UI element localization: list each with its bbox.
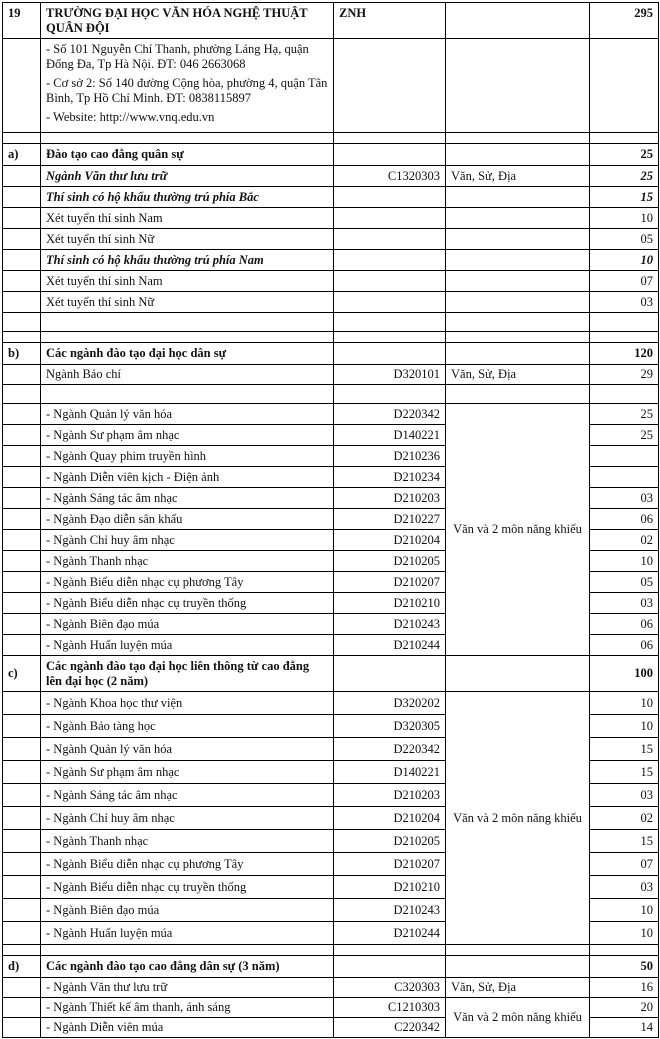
- major-quota: 25: [590, 404, 659, 425]
- empty-cell: [446, 292, 590, 313]
- empty-cell: [41, 313, 334, 332]
- empty-cell: [446, 945, 590, 956]
- school-header-row: [3, 3, 659, 39]
- major-quota: 03: [590, 784, 659, 807]
- empty-cell: [3, 876, 41, 899]
- major-code: D140221: [334, 425, 446, 446]
- major-row: [3, 404, 659, 425]
- row-quota: 05: [590, 229, 659, 250]
- major-code: D210204: [334, 530, 446, 551]
- section-label: b): [3, 343, 41, 365]
- empty-cell: [334, 313, 446, 332]
- major-name: - Ngành Biểu diễn nhạc cụ phương Tây: [41, 572, 334, 593]
- empty-cell: [334, 144, 446, 166]
- major-name: - Ngành Bảo tàng học: [41, 715, 334, 738]
- major-code: D210204: [334, 807, 446, 830]
- major-quota: 06: [590, 635, 659, 656]
- section-total: 120: [590, 343, 659, 365]
- admissions-table: [2, 2, 659, 1038]
- major-name: - Ngành Thanh nhạc: [41, 551, 334, 572]
- major-quota: 10: [590, 692, 659, 715]
- major-quota: [590, 446, 659, 467]
- empty-cell: [41, 385, 334, 404]
- empty-cell: [3, 998, 41, 1018]
- row-label: Xét tuyển thí sinh Nữ: [41, 292, 334, 313]
- empty-cell: [3, 271, 41, 292]
- major-code: D320305: [334, 715, 446, 738]
- major-code: D210210: [334, 876, 446, 899]
- major-name: - Ngành Huấn luyện múa: [41, 922, 334, 945]
- major-code: D220342: [334, 404, 446, 425]
- major-quota: 02: [590, 530, 659, 551]
- major-name: - Ngành Quản lý văn hóa: [41, 404, 334, 425]
- school-info: [41, 39, 334, 133]
- row-label: Xét tuyển thí sinh Nữ: [41, 229, 334, 250]
- empty-cell: [3, 229, 41, 250]
- empty-cell: [590, 133, 659, 144]
- major-name: Ngành Báo chí: [41, 365, 334, 385]
- major-code: D210227: [334, 509, 446, 530]
- section-label: d): [3, 956, 41, 978]
- empty-cell: [334, 208, 446, 229]
- school-total: 295: [590, 3, 659, 39]
- empty-cell: [3, 853, 41, 876]
- school-name: TRƯỜNG ĐẠI HỌC VĂN HÓA NGHỆ THUẬT QUÂN ĐỘI: [41, 3, 334, 39]
- major-quota: 25: [590, 166, 659, 187]
- empty-row: [3, 385, 659, 404]
- section-title: Các ngành đào tạo đại học dân sự: [41, 343, 334, 365]
- major-name: - Ngành Văn thư lưu trữ: [41, 978, 334, 998]
- south-female-row: [3, 292, 659, 313]
- empty-cell: [446, 313, 590, 332]
- empty-cell: [3, 715, 41, 738]
- major-quota: 06: [590, 614, 659, 635]
- row-label: Xét tuyển thí sinh Nam: [41, 271, 334, 292]
- empty-cell: [3, 187, 41, 208]
- section-row: [3, 343, 659, 365]
- major-code: D210207: [334, 572, 446, 593]
- major-name: - Ngành Thanh nhạc: [41, 830, 334, 853]
- major-row: [3, 166, 659, 187]
- major-name: - Ngành Sư phạm âm nhạc: [41, 425, 334, 446]
- school-number: 19: [3, 3, 41, 39]
- section-title: Các ngành đào tạo đại học liên thông từ cao đẳng lên đại học (2 năm): [41, 656, 334, 692]
- major-quota: 15: [590, 830, 659, 853]
- empty-cell: [3, 446, 41, 467]
- section-total: 25: [590, 144, 659, 166]
- row-label: Thí sinh có hộ khẩu thường trú phía Bắc: [41, 187, 334, 208]
- empty-cell: [446, 187, 590, 208]
- empty-cell: [334, 271, 446, 292]
- major-name: - Ngành Biểu diễn nhạc cụ truyền thống: [41, 593, 334, 614]
- major-name: - Ngành Biên đạo múa: [41, 614, 334, 635]
- empty-cell: [3, 166, 41, 187]
- major-row: [3, 978, 659, 998]
- major-code: D210234: [334, 467, 446, 488]
- empty-cell: [446, 332, 590, 343]
- empty-cell: [446, 133, 590, 144]
- major-subjects: Văn, Sử, Địa: [446, 365, 590, 385]
- major-name: - Ngành Sáng tác âm nhạc: [41, 488, 334, 509]
- empty-cell: [3, 551, 41, 572]
- empty-cell: [3, 509, 41, 530]
- row-quota: 03: [590, 292, 659, 313]
- major-code: D210203: [334, 488, 446, 509]
- empty-cell: [334, 187, 446, 208]
- empty-cell: [3, 133, 41, 144]
- empty-cell: [3, 945, 41, 956]
- empty-cell: [3, 761, 41, 784]
- north-group-row: [3, 187, 659, 208]
- empty-cell: [3, 784, 41, 807]
- major-code: D210244: [334, 922, 446, 945]
- major-code: D220342: [334, 738, 446, 761]
- section-row: [3, 144, 659, 166]
- north-female-row: [3, 229, 659, 250]
- empty-cell: [446, 271, 590, 292]
- major-subjects: Văn, Sử, Địa: [446, 978, 590, 998]
- empty-cell: [3, 692, 41, 715]
- major-code: D210207: [334, 853, 446, 876]
- website: - Website: http://www.vnq.edu.vn: [46, 110, 215, 124]
- empty-cell: [3, 530, 41, 551]
- major-quota: 03: [590, 488, 659, 509]
- major-code: D210203: [334, 784, 446, 807]
- major-name: - Ngành Đạo diễn sân khấu: [41, 509, 334, 530]
- major-code: D210236: [334, 446, 446, 467]
- major-code: D210210: [334, 593, 446, 614]
- major-name: - Ngành Sư phạm âm nhạc: [41, 761, 334, 784]
- subjects-group: Văn và 2 môn năng khiếu: [446, 404, 590, 656]
- major-code: D210205: [334, 551, 446, 572]
- empty-cell: [3, 635, 41, 656]
- section-title: Các ngành đào tạo cao đẳng dân sự (3 năm): [41, 956, 334, 978]
- section-title: Đào tạo cao đẳng quân sự: [41, 144, 334, 166]
- major-name: - Ngành Biểu diễn nhạc cụ phương Tây: [41, 853, 334, 876]
- empty-cell: [446, 956, 590, 978]
- empty-cell: [3, 488, 41, 509]
- empty-cell: [334, 332, 446, 343]
- major-code: C1320303: [334, 166, 446, 187]
- school-code: ZNH: [334, 3, 446, 39]
- empty-cell: [590, 945, 659, 956]
- major-quota: 16: [590, 978, 659, 998]
- major-code: C1210303: [334, 998, 446, 1018]
- south-group-row: [3, 250, 659, 271]
- major-name: - Ngành Biểu diễn nhạc cụ truyền thống: [41, 876, 334, 899]
- row-quota: 10: [590, 208, 659, 229]
- major-name: - Ngành Biên đạo múa: [41, 899, 334, 922]
- empty-cell: [3, 250, 41, 271]
- empty-cell: [446, 229, 590, 250]
- empty-cell: [3, 332, 41, 343]
- empty-cell: [446, 144, 590, 166]
- empty-cell: [334, 656, 446, 692]
- empty-row: [3, 313, 659, 332]
- row-label: Thí sinh có hộ khẩu thường trú phía Nam: [41, 250, 334, 271]
- empty-cell: [3, 365, 41, 385]
- empty-cell: [3, 614, 41, 635]
- empty-cell: [446, 343, 590, 365]
- subjects-group: Văn và 2 môn năng khiếu: [446, 692, 590, 945]
- major-name: - Ngành Chỉ huy âm nhạc: [41, 807, 334, 830]
- major-name: - Ngành Quản lý văn hóa: [41, 738, 334, 761]
- section-label: c): [3, 656, 41, 692]
- empty-cell: [3, 404, 41, 425]
- major-quota: 25: [590, 425, 659, 446]
- major-quota: 02: [590, 807, 659, 830]
- major-code: D210243: [334, 614, 446, 635]
- row-label: Xét tuyển thí sinh Nam: [41, 208, 334, 229]
- empty-cell: [334, 292, 446, 313]
- major-quota: 03: [590, 876, 659, 899]
- north-male-row: [3, 208, 659, 229]
- empty-cell: [3, 572, 41, 593]
- section-total: 100: [590, 656, 659, 692]
- empty-cell: [334, 229, 446, 250]
- major-name: - Ngành Sáng tác âm nhạc: [41, 784, 334, 807]
- major-quota: 10: [590, 551, 659, 572]
- empty-cell: [334, 343, 446, 365]
- major-code: C220342: [334, 1018, 446, 1038]
- empty-cell: [3, 467, 41, 488]
- empty-cell: [446, 385, 590, 404]
- empty-cell: [334, 945, 446, 956]
- empty-cell: [3, 593, 41, 614]
- major-quota: 29: [590, 365, 659, 385]
- empty-cell: [3, 978, 41, 998]
- school-info-row: [3, 39, 659, 133]
- address-campus-2: - Cơ sở 2: Số 140 đường Cộng hòa, phường 4, quận Tân Bình, Tp Hồ Chí Minh. ĐT: 0838115897: [46, 76, 328, 105]
- major-code: D210205: [334, 830, 446, 853]
- empty-cell: [3, 425, 41, 446]
- empty-cell: [3, 313, 41, 332]
- major-name: - Ngành Diễn viên múa: [41, 1018, 334, 1038]
- major-code: D320202: [334, 692, 446, 715]
- row-quota: 10: [590, 250, 659, 271]
- major-quota: 10: [590, 899, 659, 922]
- subjects-group: Văn và 2 môn năng khiếu: [446, 998, 590, 1038]
- major-name: Ngành Văn thư lưu trữ: [41, 166, 334, 187]
- major-quota: 05: [590, 572, 659, 593]
- empty-row: [3, 945, 659, 956]
- empty-cell: [446, 208, 590, 229]
- empty-row: [3, 133, 659, 144]
- empty-cell: [334, 956, 446, 978]
- major-quota: 15: [590, 738, 659, 761]
- major-subjects: Văn, Sử, Địa: [446, 166, 590, 187]
- empty-cell: [41, 945, 334, 956]
- section-total: 50: [590, 956, 659, 978]
- empty-cell: [590, 313, 659, 332]
- empty-cell: [3, 738, 41, 761]
- section-row: [3, 956, 659, 978]
- major-code: C320303: [334, 978, 446, 998]
- empty-cell: [3, 292, 41, 313]
- empty-cell: [3, 1018, 41, 1038]
- empty-cell: [3, 830, 41, 853]
- major-name: - Ngành Diễn viên kịch - Điện ảnh: [41, 467, 334, 488]
- empty-cell: [3, 208, 41, 229]
- row-quota: 07: [590, 271, 659, 292]
- section-row: [3, 656, 659, 692]
- major-row: [3, 998, 659, 1018]
- empty-cell: [446, 250, 590, 271]
- major-row: [3, 692, 659, 715]
- major-name: - Ngành Khoa học thư viện: [41, 692, 334, 715]
- empty-cell: [590, 385, 659, 404]
- empty-cell: [3, 385, 41, 404]
- major-name: - Ngành Quay phim truyền hình: [41, 446, 334, 467]
- major-name: - Ngành Chỉ huy âm nhạc: [41, 530, 334, 551]
- major-name: - Ngành Thiết kế âm thanh, ánh sáng: [41, 998, 334, 1018]
- south-male-row: [3, 271, 659, 292]
- empty-cell: [334, 385, 446, 404]
- empty-row: [3, 332, 659, 343]
- major-code: D140221: [334, 761, 446, 784]
- major-quota: 06: [590, 509, 659, 530]
- empty-cell: [334, 250, 446, 271]
- empty-cell: [3, 807, 41, 830]
- major-code: D210243: [334, 899, 446, 922]
- empty-cell: [334, 133, 446, 144]
- empty-cell: [446, 656, 590, 692]
- section-label: a): [3, 144, 41, 166]
- empty-cell: [3, 899, 41, 922]
- empty-cell: [590, 332, 659, 343]
- major-code: D320101: [334, 365, 446, 385]
- row-quota: 15: [590, 187, 659, 208]
- major-quota: 10: [590, 715, 659, 738]
- empty-cell: [3, 922, 41, 945]
- major-name: - Ngành Huấn luyện múa: [41, 635, 334, 656]
- major-quota: 20: [590, 998, 659, 1018]
- major-code: D210244: [334, 635, 446, 656]
- major-quota: 03: [590, 593, 659, 614]
- empty-cell: [41, 332, 334, 343]
- major-quota: 15: [590, 761, 659, 784]
- empty-cell: [41, 133, 334, 144]
- major-row: [3, 365, 659, 385]
- address-main: - Số 101 Nguyễn Chí Thanh, phường Láng Hạ, quận Đống Đa, Tp Hà Nội. ĐT: 046 2663068: [46, 42, 309, 71]
- major-quota: 10: [590, 922, 659, 945]
- major-quota: 07: [590, 853, 659, 876]
- major-quota: 14: [590, 1018, 659, 1038]
- major-quota: [590, 467, 659, 488]
